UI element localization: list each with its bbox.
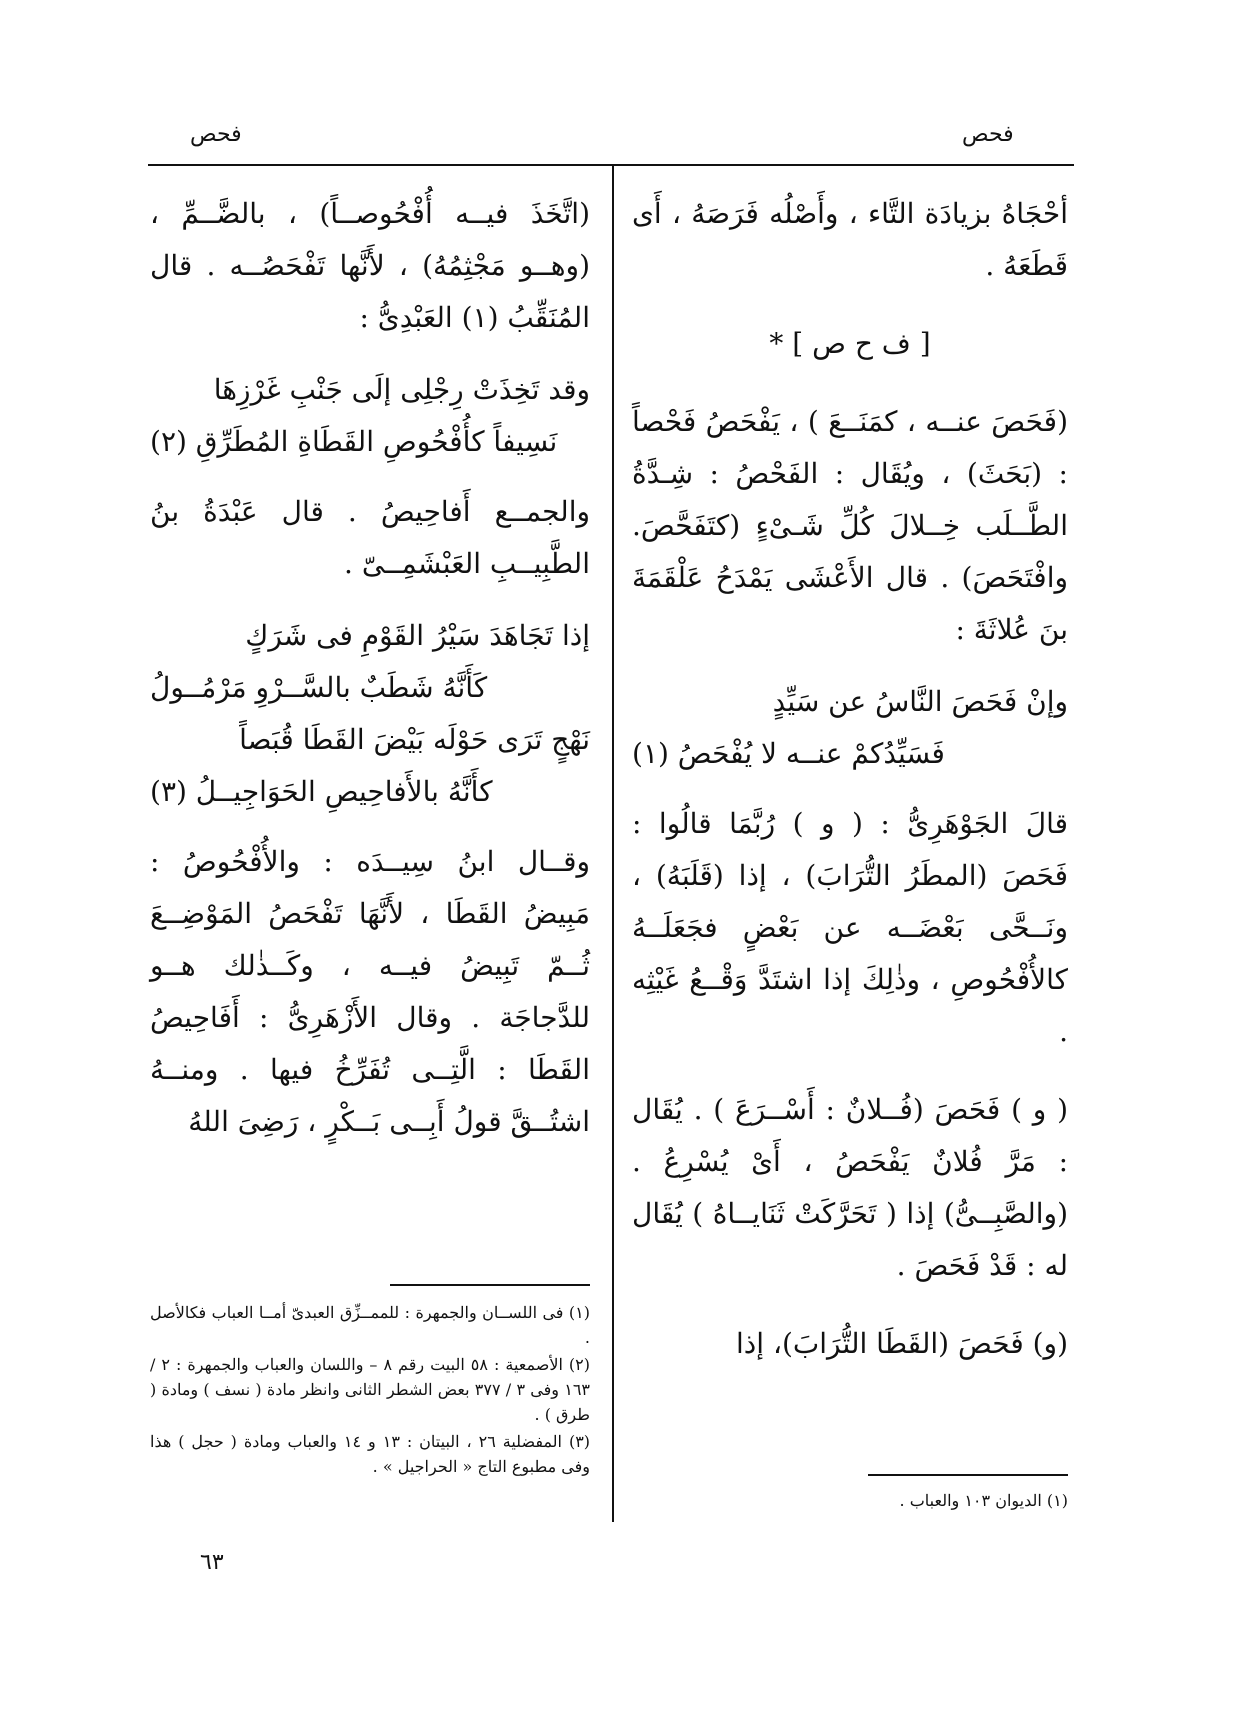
verse-line: إذا تَجَاهَدَ سَيْرُ القَوْمِ فى شَرَكٍ <box>245 619 590 652</box>
left-para-1: (اتَّخَذَ فيــه أُفْحُوصــاً) ، بالضَّــمِّ ، (وهــو مَجْثِمُهُ) ، لأَنَّها تَفْحَصُــه . قال المُنَقِّبُ (١) العَبْدِىُّ : <box>150 197 590 334</box>
top-rule <box>148 164 1074 166</box>
verse-line: وقد تَخِذَتْ رِجْلِى إلَى جَنْبِ غَرْزِهَا <box>213 373 590 406</box>
verse-line: كَأَنَّهُ شَطَبٌ بالسَّــرْوِ مَرْمُــولُ <box>150 671 488 704</box>
right-para-1: أحْجَاهُ بزيادَة التَّاء ، وأَصْلُه فَرَصَهُ ، أَى قَطَعَهُ . <box>632 197 1068 282</box>
left-column <box>150 188 590 1148</box>
footnote: (١) فى اللســان والجمهرة : للممــزِّق العبدىّ أمــا العباب فكالأصل . <box>150 1303 590 1347</box>
right-column <box>632 188 1068 1370</box>
right-para-4: ( و ) فَحَصَ (فُــلانٌ : أَسْــرَعَ ) . يُقَال : مَرَّ فُلانٌ يَفْحَصُ ، أَىْ يُسْرِعُ . (والصَّبِــىُّ) إذا ( تَحَرَّكَتْ ثَنَايــاهُ ) يُقَال له : قَدْ فَحَصَ . <box>632 1093 1068 1282</box>
left-verse-1 <box>150 364 590 468</box>
page-number: ٦٣ <box>200 1550 224 1575</box>
footnote-rule-right <box>868 1474 1068 1476</box>
right-para-2: (فَحَصَ عنــه ، كمَنَــعَ ) ، يَفْحَصُ فَحْصاً : (بَحَثَ) ، ويُقَال : الفَحْصُ : شِـدَّةُ الطَّــلَب خِــلالَ كُلِّ شَـىْءٍ (كتَفَحَّصَ. وافْتَحَصَ) . قال الأَعْشَى يَمْدَحُ عَلْقَمَةَ بنَ عُلاثَةَ : <box>632 405 1068 646</box>
verse-line: نَسِيفاً كأُفْحُوصِ القَطَاةِ المُطَرِّقِ (٢) <box>150 425 558 458</box>
verse-line: نَهْجٍ تَرَى حَوْلَه بَيْضَ القَطَا قُبَصاً <box>239 723 590 756</box>
entry-heading: [ ف ح ص ] * <box>769 327 931 360</box>
right-para-5: (و) فَحَصَ (القَطَا التُّرَابَ)، إذا <box>736 1327 1068 1360</box>
footnote-rule-left <box>390 1284 590 1286</box>
header-word-left: فحص <box>190 122 242 147</box>
right-verse-1 <box>632 676 1068 780</box>
footnote: (١) الديوان ١٠٣ والعباب . <box>899 1491 1068 1510</box>
footnote: (٣) المفضلية ٢٦ ، البيتان : ١٣ و ١٤ والعباب ومادة ( حجل ) هذا وفى مطبوع التاج « الحراجيل » . <box>150 1432 591 1476</box>
left-para-2: والجمــع أَفاحِيصُ . قال عَبْدَةُ بنُ الطَّبِيــبِ العَبْشَمِــىّ . <box>150 495 590 580</box>
verse-line: وإنْ فَحَصَ النَّاسُ عن سَيِّدٍ <box>772 685 1068 718</box>
footnote: (٢) الأصمعية : ٥٨ البيت رقم ٨ – واللسان والعباب والجمهرة : ٢ / ١٦٣ وفى ٣ / ٣٧٧ بعض الشطر الثانى وانظر مادة ( نسف ) ومادة ( طرق ) . <box>150 1355 591 1424</box>
footnotes-left <box>150 1300 590 1481</box>
verse-line: فَسَيِّدُكمْ عنــه لا يُفْحَصُ (١) <box>632 737 945 770</box>
left-para-3: وقــال ابنُ سِيــدَه : والأُفْحُوصُ : مَبِيضُ القَطَا ، لأَنَّهَا تَفْحَصُ المَوْضِــعَ ثُــمّ تَبِيضُ فيــه ، وكَــذٰلك هــو للدَّجاجَة . وقال الأَزْهَرِىُّ : أَفَاحِيصُ القَطَا : الَّتِــى تُفَرِّخُ فيها . ومنــهُ اشتُــقَّ قولُ أَبِــى بَــكْرٍ ، رَضِىَ اللهُ <box>150 845 590 1138</box>
verse-line: كأَنَّهُ بالأَفاحِيصِ الحَوَاجِيــلُ (٣) <box>150 775 493 808</box>
left-verse-2 <box>150 610 590 818</box>
header-word-right: فحص <box>962 122 1014 147</box>
column-divider <box>612 166 614 1522</box>
footnotes-right <box>632 1488 1068 1515</box>
right-para-3: قالَ الجَوْهَرِىُّ : ( و ) رُبَّمَا قالُوا : فَحَصَ (المطَرُ التُّرَابَ) ، إذا (قَلَبَهُ) ، ونَــحَّى بَعْضَــه عن بَعْضٍ فجَعَلَــهُ كالأُفْحُوصِ ، وذٰلِكَ إذا اشتَدَّ وَقْــعُ غَيْثِه . <box>632 807 1068 1048</box>
